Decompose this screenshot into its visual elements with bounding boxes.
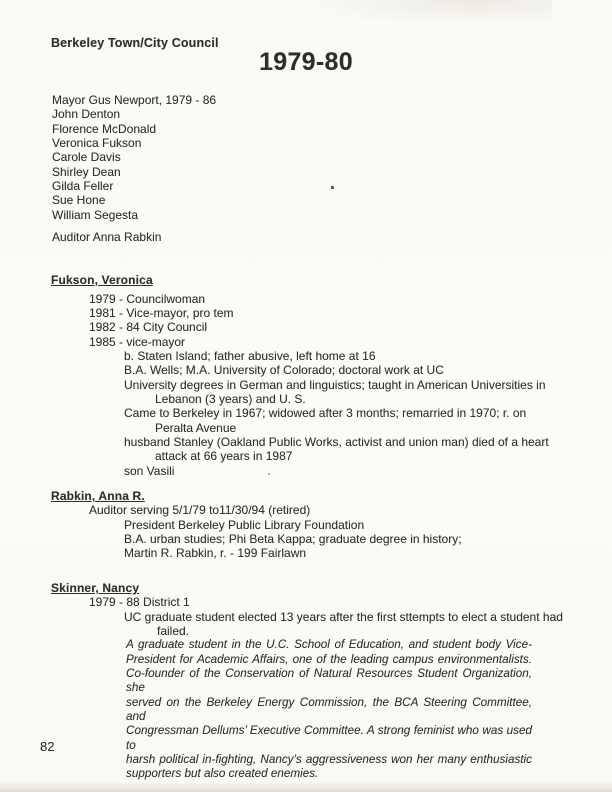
text-line: Peralta Avenue — [155, 420, 237, 435]
text-line: President for Academic Affairs, one of the leading campus environmentalists. — [126, 652, 532, 666]
section-skinner-nancy — [51, 581, 612, 782]
text-line: 1985 - vice-mayor — [89, 334, 186, 349]
section-heading: Fukson, Veronica — [51, 273, 153, 287]
text-line: b. Staten Island; father abusive, left home at 16 — [124, 349, 376, 364]
roster-line: Mayor Gus Newport, 1979 - 86 — [52, 93, 217, 107]
text-line: supporters but also created enemies. — [126, 767, 319, 781]
roster-spacer — [52, 222, 216, 230]
roster-line: Veronica Fukson — [52, 136, 142, 151]
text-line: B.A. Wells; M.A. University of Colorado; doctoral work at UC — [124, 363, 444, 378]
section-heading: Skinner, Nancy — [51, 581, 140, 595]
page-number: 82 — [40, 739, 55, 754]
text-line: A graduate student in the U.C. School of Education, and student body Vice- — [126, 638, 532, 652]
text-line: B.A. urban studies; Phi Beta Kappa; graduate degree in history; — [124, 532, 462, 547]
scan-edge-shadow — [0, 781, 612, 792]
biography-paragraph — [126, 638, 532, 781]
scan-shading — [292, 0, 552, 28]
text-line: University degrees in German and linguistics; taught in American Universities in — [124, 377, 546, 392]
text-line: Lebanon (3 years) and U. S. — [155, 392, 306, 407]
roster-line: William Segesta — [52, 207, 139, 222]
council-roster — [52, 93, 216, 244]
roster-line: Florence McDonald — [52, 121, 157, 136]
document-title: Berkeley Town/City Council — [51, 36, 219, 50]
section-heading: Rabkin, Anna R. — [51, 489, 145, 503]
text-line: 1979 - 88 District 1 — [89, 595, 190, 610]
text-line: attack at 66 years in 1987 — [155, 449, 293, 464]
scan-speck — [331, 186, 334, 189]
text-line: harsh political in-fighting, Nancy’s aggressiveness won her many enthusiastic — [126, 753, 532, 767]
roster-line: John Denton — [52, 107, 121, 122]
roster-line: Gilda Feller — [52, 179, 114, 194]
section-fukson-veronica — [51, 273, 612, 478]
section-rabkin-anna — [51, 489, 612, 561]
text-line: 1981 - Vice-mayor, pro tem — [89, 305, 234, 320]
text-line: son Vasili — [124, 463, 175, 478]
text-line: 1979 - Councilwoman — [89, 291, 206, 306]
text-line: 1982 - 84 City Council — [89, 320, 208, 335]
scan-speck — [268, 473, 270, 475]
roster-line: Shirley Dean — [52, 164, 121, 179]
text-line: Came to Berkeley in 1967; widowed after 3 months; remarried in 1970; r. on — [124, 406, 527, 421]
roster-line: Sue Hone — [52, 193, 106, 208]
text-line: Martin R. Rabkin, r. - 199 Fairlawn — [124, 546, 307, 561]
text-line: Congressman Dellums’ Executive Committee. A strong feminist who was used to — [126, 724, 532, 752]
text-line: served on the Berkeley Energy Commission, the BCA Steering Committee, and — [126, 695, 532, 724]
text-line: President Berkeley Public Library Foundation — [124, 517, 365, 532]
text-line: Auditor serving 5/1/79 to11/30/94 (retired) — [89, 503, 311, 518]
auditor-line: Auditor Anna Rabkin — [52, 230, 162, 245]
roster-line: Carole Davis — [52, 150, 121, 165]
text-line: Co-founder of the Conservation of Natural Resources Student Organization, she — [126, 667, 532, 695]
year-heading: 1979-80 — [259, 48, 353, 76]
text-line: husband Stanley (Oakland Public Works, activist and union man) died of a heart — [124, 435, 549, 450]
text-line: UC graduate student elected 13 years after the first sttempts to elect a student had — [124, 609, 563, 624]
text-line: failed. — [157, 624, 190, 639]
